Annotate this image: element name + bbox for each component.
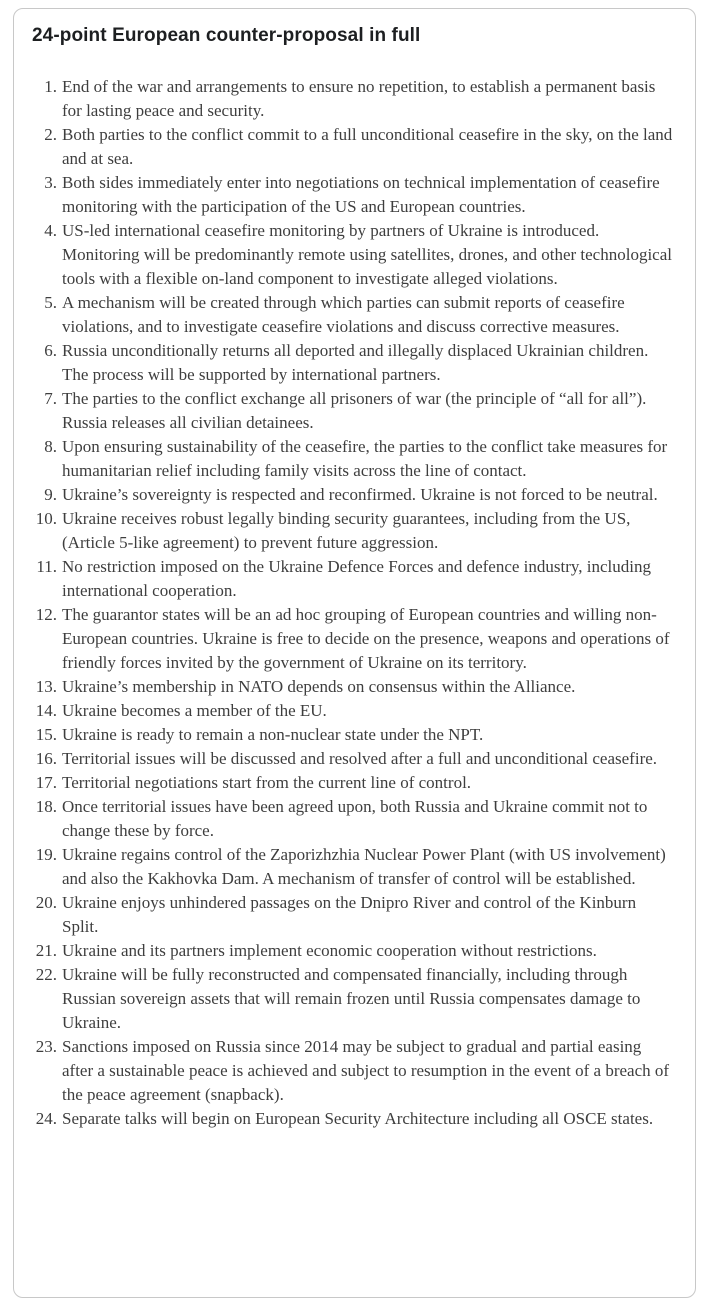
list-item-number: 9.	[44, 485, 57, 504]
list-item	[35, 891, 675, 939]
list-item-text: Ukraine regains control of the Zaporizhzhia Nuclear Power Plant (with US involvement) and also the Kakhovka Dam. A mechanism of transfer of control will be established.	[62, 845, 666, 888]
list-item-text: Ukraine will be fully reconstructed and compensated financially, including through Russian sovereign assets that will remain frozen until Russia compensates damage to Ukraine.	[62, 965, 641, 1032]
list-item-number: 20.	[35, 893, 57, 912]
list-item-number: 2.	[44, 125, 57, 144]
list-item-text: The parties to the conflict exchange all prisoners of war (the principle of “all for all”). Russia releases all civilian detainees.	[62, 389, 647, 432]
list-item-text: Ukraine’s sovereignty is respected and reconfirmed. Ukraine is not forced to be neutral.	[62, 485, 658, 504]
list-item	[44, 75, 675, 123]
list-item-text: Once territorial issues have been agreed upon, both Russia and Ukraine commit not to change these by force.	[62, 797, 648, 840]
list-item-text: Ukraine’s membership in NATO depends on consensus within the Alliance.	[62, 677, 576, 696]
list-item-text: Ukraine receives robust legally binding security guarantees, including from the US, (Article 5-like agreement) to prevent future aggression.	[62, 509, 631, 552]
list-item	[35, 795, 675, 843]
list-item-number: 15.	[35, 725, 57, 744]
list-item-number: 14.	[35, 701, 57, 720]
list-item-text: Both parties to the conflict commit to a full unconditional ceasefire in the sky, on the land and at sea.	[62, 125, 673, 168]
list-item	[35, 1107, 675, 1131]
list-item-text: US-led international ceasefire monitoring by partners of Ukraine is introduced. Monitoring will be predominantly remote using satellites, drones, and other technological tools with a flexible on-land component to investigate alleged violations.	[62, 221, 672, 288]
list-item-text: Ukraine enjoys unhindered passages on the Dnipro River and control of the Kinburn Split.	[62, 893, 637, 936]
list-item-text: No restriction imposed on the Ukraine Defence Forces and defence industry, including international cooperation.	[62, 557, 651, 600]
list-item-number: 21.	[35, 941, 57, 960]
list-item	[44, 483, 675, 507]
list-item-number: 3.	[44, 173, 57, 192]
card-title: 24-point European counter-proposal in full	[32, 25, 421, 46]
list-item-number: 8.	[44, 437, 57, 456]
list-item-text: The guarantor states will be an ad hoc grouping of European countries and willing non-European countries. Ukraine is free to decide on the presence, weapons and operations of friendly forces invited by the government of Ukraine on its territory.	[62, 605, 670, 672]
list-item	[35, 675, 675, 699]
list-item-number: 11.	[36, 557, 57, 576]
list-item-number: 18.	[35, 797, 57, 816]
list-item	[35, 507, 675, 555]
list-item-text: Ukraine is ready to remain a non-nuclear state under the NPT.	[62, 725, 484, 744]
list-item	[35, 747, 675, 771]
list-item-number: 10.	[35, 509, 57, 528]
proposal-list	[32, 75, 675, 1131]
list-item-text: Sanctions imposed on Russia since 2014 may be subject to gradual and partial easing after a sustainable peace is achieved and subject to resumption in the event of a breach of the peace agreement (snapback).	[62, 1037, 670, 1104]
list-item-number: 12.	[35, 605, 57, 624]
list-item	[36, 555, 675, 603]
proposal-card	[13, 8, 696, 1298]
list-item	[44, 123, 675, 171]
list-item-text: Both sides immediately enter into negotiations on technical implementation of ceasefire monitoring with the participation of the US and European countries.	[62, 173, 660, 216]
list-item	[44, 435, 675, 483]
list-item-text: Ukraine and its partners implement economic cooperation without restrictions.	[62, 941, 597, 960]
list-item	[35, 1035, 675, 1107]
list-item	[44, 387, 675, 435]
list-item-number: 24.	[35, 1109, 57, 1128]
list-item-text: Russia unconditionally returns all deported and illegally displaced Ukrainian children. The process will be supported by international partners.	[62, 341, 649, 384]
list-item	[44, 291, 675, 339]
list-item	[35, 963, 675, 1035]
list-item-number: 23.	[35, 1037, 57, 1056]
list-item-number: 6.	[44, 341, 57, 360]
list-item-number: 7.	[44, 389, 57, 408]
list-item-text: Ukraine becomes a member of the EU.	[62, 701, 327, 720]
list-item	[44, 171, 675, 219]
list-item-text: A mechanism will be created through which parties can submit reports of ceasefire violations, and to investigate ceasefire violations and discuss corrective measures.	[62, 293, 625, 336]
list-item	[35, 699, 675, 723]
list-item-number: 1.	[44, 77, 57, 96]
list-item-text: Territorial issues will be discussed and resolved after a full and unconditional ceasefire.	[62, 749, 658, 768]
list-item-number: 5.	[44, 293, 57, 312]
list-item	[44, 339, 675, 387]
list-item-text: End of the war and arrangements to ensure no repetition, to establish a permanent basis for lasting peace and security.	[62, 77, 656, 120]
list-item	[35, 843, 675, 891]
list-item-number: 13.	[35, 677, 57, 696]
list-item	[35, 603, 675, 675]
list-item-text: Separate talks will begin on European Security Architecture including all OSCE states.	[62, 1109, 654, 1128]
list-item-text: Territorial negotiations start from the current line of control.	[62, 773, 472, 792]
list-item	[35, 939, 675, 963]
list-item-text: Upon ensuring sustainability of the ceasefire, the parties to the conflict take measures for humanitarian relief including family visits across the line of contact.	[62, 437, 668, 480]
list-item-number: 19.	[35, 845, 57, 864]
list-item-number: 17.	[35, 773, 57, 792]
list-item-number: 16.	[35, 749, 57, 768]
list-item	[35, 771, 675, 795]
list-item-number: 22.	[35, 965, 57, 984]
list-item-number: 4.	[44, 221, 57, 240]
list-item	[35, 723, 675, 747]
list-item	[44, 219, 675, 291]
